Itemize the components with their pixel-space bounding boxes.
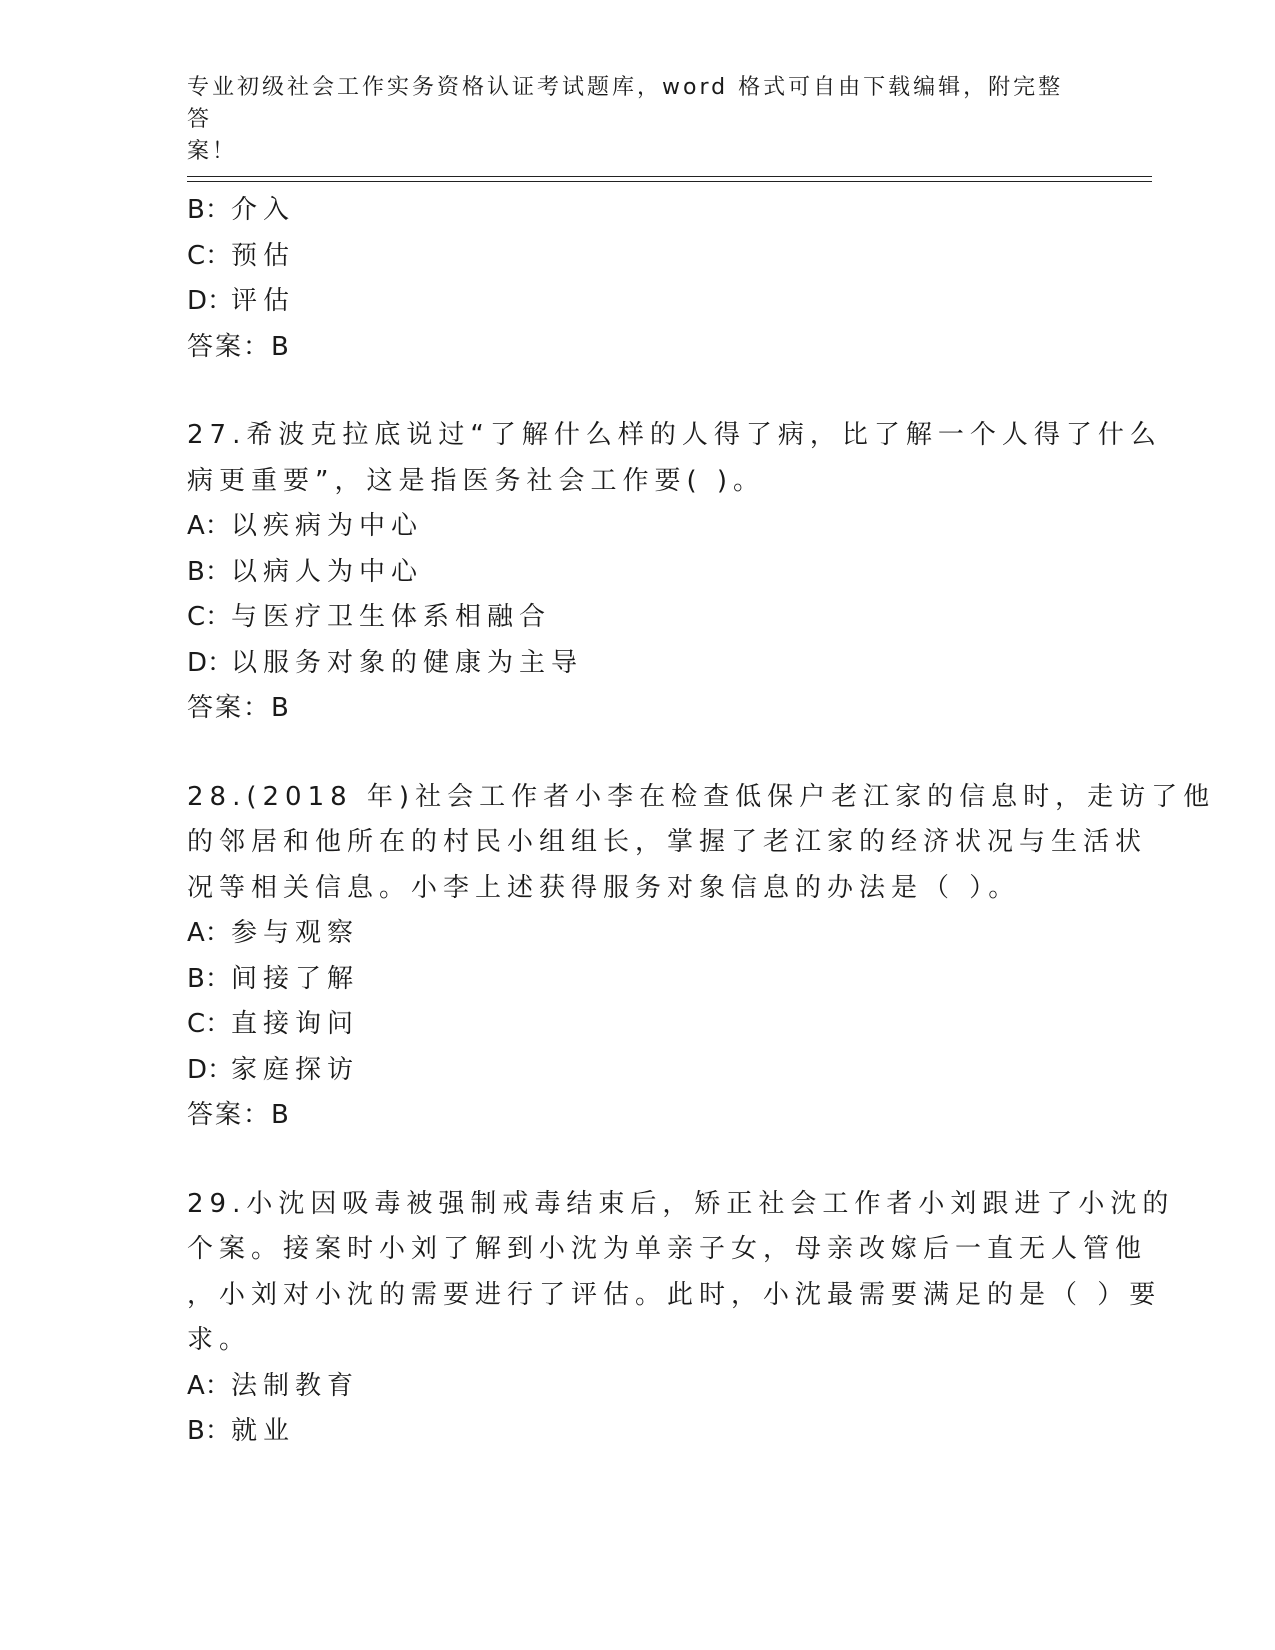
header-title-line-2: 案！ xyxy=(187,139,238,164)
option-key: C： xyxy=(187,240,232,271)
question-stem-line: 病更重要”，这是指医务社会工作要( )。 xyxy=(187,465,766,496)
header-title-line-1: 专业初级社会工作实务资格认证考试题库，word 格式可自由下载编辑，附完整答 xyxy=(187,75,1064,132)
spacer xyxy=(187,370,1077,413)
option-key: A： xyxy=(187,1370,231,1401)
option-key: B： xyxy=(187,1416,231,1446)
question-list xyxy=(187,188,1216,1455)
option-c xyxy=(187,595,1077,641)
option-text: 预估 xyxy=(231,240,296,271)
option-key: C： xyxy=(187,1009,232,1039)
option-a xyxy=(187,911,1077,957)
option-text: 间接了解 xyxy=(231,963,360,994)
header-divider-top xyxy=(187,176,1152,177)
question-stem-line: 个案。接案时小刘了解到小沈为单亲子女，母亲改嫁后一直无人管他 xyxy=(187,1234,1148,1264)
question-stem-line: 况等相关信息。小李上述获得服务对象信息的办法是（ ）。 xyxy=(187,872,1021,903)
option-c xyxy=(187,1002,1077,1048)
option-b xyxy=(187,550,1077,596)
option-text: 评估 xyxy=(231,286,296,316)
option-key: C： xyxy=(187,602,232,632)
option-text: 参与观察 xyxy=(231,918,360,948)
option-key: A： xyxy=(187,918,231,948)
option-b xyxy=(187,957,1077,1003)
question-28 xyxy=(187,775,1216,1139)
answer: 答案：B xyxy=(187,693,291,723)
question-stem-line: 29.小沈因吸毒被强制戒毒结束后，矫正社会工作者小刘跟进了小沈的 xyxy=(187,1188,1175,1219)
option-key: A： xyxy=(187,511,231,541)
question-stem-line: 求。 xyxy=(187,1325,252,1355)
option-text: 直接询问 xyxy=(231,1009,360,1039)
option-a xyxy=(187,1364,1077,1410)
question-stem-line: ，小刘对小沈的需要进行了评估。此时，小沈最需要满足的是（ ）要 xyxy=(187,1279,1162,1310)
option-key: D： xyxy=(187,647,234,678)
option-d xyxy=(187,1048,1077,1094)
option-a xyxy=(187,504,1077,550)
option-d xyxy=(187,641,1077,687)
option-b xyxy=(187,188,1077,234)
option-text: 以疾病为中心 xyxy=(231,511,424,541)
question-stem-line: 的邻居和他所在的村民小组组长，掌握了老江家的经济状况与生活状 xyxy=(187,827,1148,857)
question-27 xyxy=(187,413,1162,732)
spacer xyxy=(187,732,1077,775)
option-key: B： xyxy=(187,556,231,587)
question-stem-line: 27.希波克拉底说过“了解什么样的人得了病，比了解一个人得了什么 xyxy=(187,420,1162,450)
option-text: 法制教育 xyxy=(231,1370,360,1401)
answer: 答案：B xyxy=(187,331,291,362)
option-key: B： xyxy=(187,195,231,225)
option-text: 以服务对象的健康为主导 xyxy=(231,647,584,678)
option-b xyxy=(187,1409,1077,1455)
page-header xyxy=(187,72,1067,168)
option-key: B： xyxy=(187,963,231,994)
option-text: 就业 xyxy=(231,1416,296,1446)
question-29 xyxy=(187,1182,1175,1455)
option-key: D： xyxy=(187,286,234,316)
answer: 答案：B xyxy=(187,1100,291,1130)
header-divider-bottom xyxy=(187,181,1152,182)
option-text: 介入 xyxy=(231,195,296,225)
option-c xyxy=(187,234,1077,280)
spacer xyxy=(187,1139,1077,1182)
option-text: 与医疗卫生体系相融合 xyxy=(231,602,552,632)
option-text: 家庭探访 xyxy=(231,1054,360,1085)
option-key: D： xyxy=(187,1054,234,1085)
question-26-tail xyxy=(187,188,1077,370)
option-d xyxy=(187,279,1077,325)
option-text: 以病人为中心 xyxy=(231,556,424,587)
question-stem-line: 28.(2018 年)社会工作者小李在检查低保户老江家的信息时，走访了他 xyxy=(187,781,1216,812)
